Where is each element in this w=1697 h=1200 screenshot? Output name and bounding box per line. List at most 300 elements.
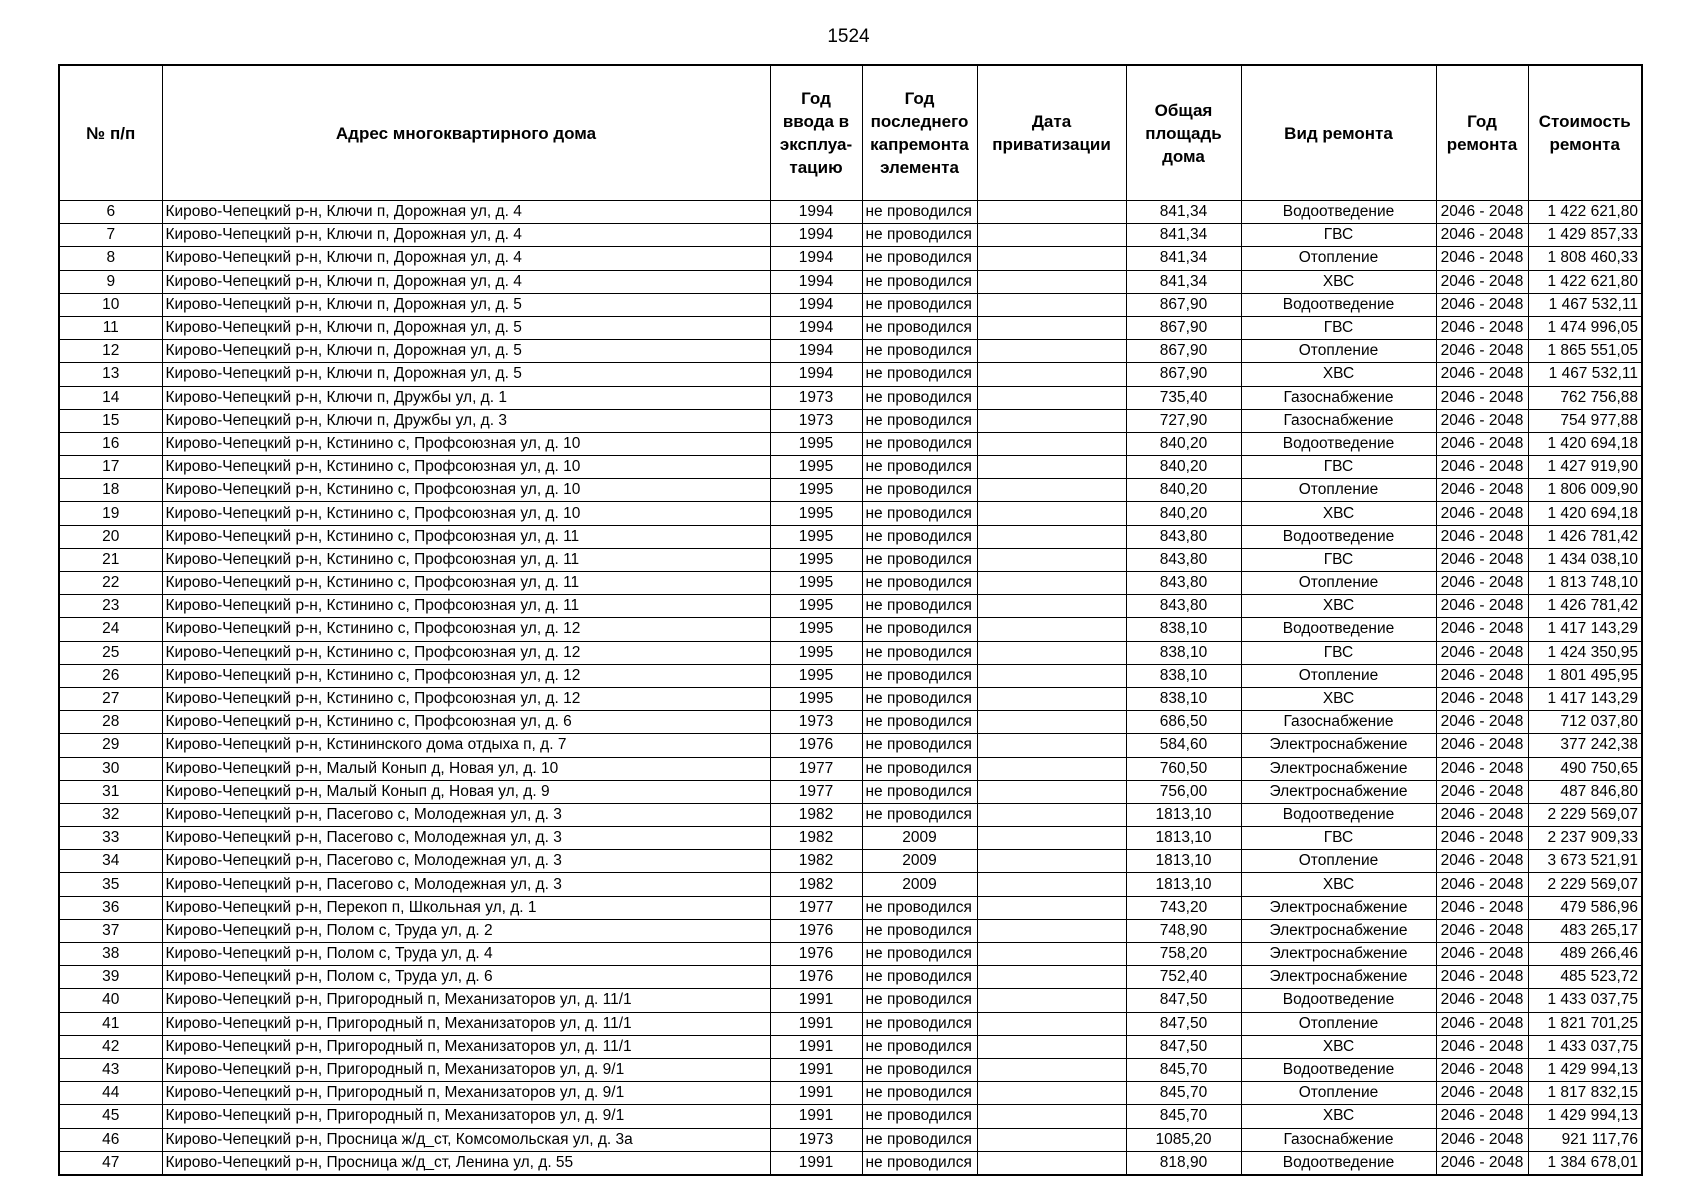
cell-last-repair: не проводился bbox=[862, 316, 977, 339]
cell-privatization bbox=[977, 316, 1126, 339]
cell-year-built: 1991 bbox=[770, 989, 862, 1012]
cell-area: 838,10 bbox=[1126, 687, 1241, 710]
cell-cost: 1 474 996,05 bbox=[1528, 316, 1642, 339]
cell-privatization bbox=[977, 1058, 1126, 1081]
cell-address: Кирово-Чепецкий р-н, Малый Конып д, Новая ул, д. 9 bbox=[162, 780, 770, 803]
cell-repair-type: ХВС bbox=[1241, 595, 1436, 618]
cell-num: 24 bbox=[59, 618, 162, 641]
cell-address: Кирово-Чепецкий р-н, Ключи п, Дорожная ул, д. 4 bbox=[162, 224, 770, 247]
cell-privatization bbox=[977, 479, 1126, 502]
cell-last-repair: не проводился bbox=[862, 989, 977, 1012]
table-row bbox=[59, 340, 1642, 363]
cell-year-built: 1991 bbox=[770, 1151, 862, 1175]
table-row bbox=[59, 548, 1642, 571]
cell-repair-year: 2046 - 2048 bbox=[1436, 850, 1528, 873]
cell-last-repair: не проводился bbox=[862, 409, 977, 432]
cell-area: 867,90 bbox=[1126, 340, 1241, 363]
cell-last-repair: не проводился bbox=[862, 1012, 977, 1035]
header-num: № п/п bbox=[59, 65, 162, 201]
cell-area: 1085,20 bbox=[1126, 1128, 1241, 1151]
cell-last-repair: не проводился bbox=[862, 664, 977, 687]
cell-cost: 483 265,17 bbox=[1528, 919, 1642, 942]
cell-privatization bbox=[977, 711, 1126, 734]
cell-cost: 1 817 832,15 bbox=[1528, 1082, 1642, 1105]
cell-privatization bbox=[977, 919, 1126, 942]
cell-repair-year: 2046 - 2048 bbox=[1436, 780, 1528, 803]
cell-area: 1813,10 bbox=[1126, 850, 1241, 873]
table-row bbox=[59, 293, 1642, 316]
cell-year-built: 1982 bbox=[770, 827, 862, 850]
cell-repair-type: ГВС bbox=[1241, 224, 1436, 247]
cell-year-built: 1994 bbox=[770, 340, 862, 363]
cell-address: Кирово-Чепецкий р-н, Ключи п, Дорожная ул, д. 5 bbox=[162, 340, 770, 363]
cell-repair-year: 2046 - 2048 bbox=[1436, 1128, 1528, 1151]
cell-repair-year: 2046 - 2048 bbox=[1436, 966, 1528, 989]
cell-num: 21 bbox=[59, 548, 162, 571]
cell-cost: 1 813 748,10 bbox=[1528, 572, 1642, 595]
cell-num: 47 bbox=[59, 1151, 162, 1175]
cell-cost: 754 977,88 bbox=[1528, 409, 1642, 432]
cell-year-built: 1995 bbox=[770, 641, 862, 664]
cell-address: Кирово-Чепецкий р-н, Пригородный п, Механизаторов ул, д. 9/1 bbox=[162, 1082, 770, 1105]
cell-repair-type: Отопление bbox=[1241, 572, 1436, 595]
cell-address: Кирово-Чепецкий р-н, Кстинино с, Профсоюзная ул, д. 11 bbox=[162, 572, 770, 595]
table-row bbox=[59, 1082, 1642, 1105]
cell-address: Кирово-Чепецкий р-н, Кстинино с, Профсоюзная ул, д. 10 bbox=[162, 432, 770, 455]
cell-last-repair: не проводился bbox=[862, 386, 977, 409]
cell-year-built: 1994 bbox=[770, 293, 862, 316]
cell-last-repair: не проводился bbox=[862, 270, 977, 293]
cell-year-built: 1994 bbox=[770, 247, 862, 270]
cell-num: 22 bbox=[59, 572, 162, 595]
cell-privatization bbox=[977, 664, 1126, 687]
table-row bbox=[59, 641, 1642, 664]
cell-num: 40 bbox=[59, 989, 162, 1012]
table-row bbox=[59, 479, 1642, 502]
cell-last-repair: 2009 bbox=[862, 873, 977, 896]
cell-repair-year: 2046 - 2048 bbox=[1436, 595, 1528, 618]
cell-year-built: 1995 bbox=[770, 664, 862, 687]
cell-privatization bbox=[977, 247, 1126, 270]
cell-area: 1813,10 bbox=[1126, 873, 1241, 896]
cell-privatization bbox=[977, 595, 1126, 618]
cell-year-built: 1982 bbox=[770, 850, 862, 873]
cell-repair-year: 2046 - 2048 bbox=[1436, 1151, 1528, 1175]
cell-num: 34 bbox=[59, 850, 162, 873]
cell-last-repair: не проводился bbox=[862, 572, 977, 595]
cell-area: 841,34 bbox=[1126, 247, 1241, 270]
cell-area: 838,10 bbox=[1126, 664, 1241, 687]
cell-address: Кирово-Чепецкий р-н, Малый Конып д, Новая ул, д. 10 bbox=[162, 757, 770, 780]
cell-year-built: 1994 bbox=[770, 316, 862, 339]
table-row bbox=[59, 409, 1642, 432]
cell-cost: 2 229 569,07 bbox=[1528, 873, 1642, 896]
cell-repair-type: Отопление bbox=[1241, 850, 1436, 873]
cell-area: 843,80 bbox=[1126, 595, 1241, 618]
cell-repair-type: ГВС bbox=[1241, 548, 1436, 571]
cell-privatization bbox=[977, 572, 1126, 595]
cell-repair-type: Водоотведение bbox=[1241, 525, 1436, 548]
cell-address: Кирово-Чепецкий р-н, Ключи п, Дорожная ул, д. 4 bbox=[162, 201, 770, 224]
cell-privatization bbox=[977, 409, 1126, 432]
cell-repair-year: 2046 - 2048 bbox=[1436, 711, 1528, 734]
cell-address: Кирово-Чепецкий р-н, Ключи п, Дорожная ул, д. 5 bbox=[162, 316, 770, 339]
cell-last-repair: не проводился bbox=[862, 803, 977, 826]
table-row bbox=[59, 316, 1642, 339]
cell-last-repair: не проводился bbox=[862, 247, 977, 270]
cell-address: Кирово-Чепецкий р-н, Ключи п, Дорожная ул, д. 5 bbox=[162, 293, 770, 316]
cell-cost: 1 384 678,01 bbox=[1528, 1151, 1642, 1175]
cell-year-built: 1976 bbox=[770, 943, 862, 966]
cell-cost: 2 237 909,33 bbox=[1528, 827, 1642, 850]
cell-cost: 487 846,80 bbox=[1528, 780, 1642, 803]
table-row bbox=[59, 1035, 1642, 1058]
cell-repair-type: Отопление bbox=[1241, 1082, 1436, 1105]
cell-repair-year: 2046 - 2048 bbox=[1436, 1082, 1528, 1105]
cell-repair-type: ГВС bbox=[1241, 316, 1436, 339]
cell-repair-type: ХВС bbox=[1241, 873, 1436, 896]
cell-repair-year: 2046 - 2048 bbox=[1436, 201, 1528, 224]
cell-num: 32 bbox=[59, 803, 162, 826]
table-row bbox=[59, 525, 1642, 548]
cell-privatization bbox=[977, 850, 1126, 873]
cell-area: 838,10 bbox=[1126, 641, 1241, 664]
cell-num: 41 bbox=[59, 1012, 162, 1035]
cell-repair-year: 2046 - 2048 bbox=[1436, 479, 1528, 502]
cell-address: Кирово-Чепецкий р-н, Ключи п, Дружбы ул, д. 3 bbox=[162, 409, 770, 432]
cell-year-built: 1991 bbox=[770, 1105, 862, 1128]
cell-num: 33 bbox=[59, 827, 162, 850]
cell-cost: 1 426 781,42 bbox=[1528, 595, 1642, 618]
cell-privatization bbox=[977, 201, 1126, 224]
cell-privatization bbox=[977, 340, 1126, 363]
cell-cost: 921 117,76 bbox=[1528, 1128, 1642, 1151]
cell-num: 39 bbox=[59, 966, 162, 989]
header-repair-year: Год ремонта bbox=[1436, 65, 1528, 201]
cell-year-built: 1995 bbox=[770, 572, 862, 595]
cell-address: Кирово-Чепецкий р-н, Пригородный п, Механизаторов ул, д. 9/1 bbox=[162, 1105, 770, 1128]
cell-repair-year: 2046 - 2048 bbox=[1436, 873, 1528, 896]
table-row bbox=[59, 224, 1642, 247]
cell-privatization bbox=[977, 525, 1126, 548]
cell-year-built: 1982 bbox=[770, 873, 862, 896]
cell-area: 727,90 bbox=[1126, 409, 1241, 432]
cell-repair-type: Водоотведение bbox=[1241, 293, 1436, 316]
cell-repair-type: Водоотведение bbox=[1241, 201, 1436, 224]
cell-num: 46 bbox=[59, 1128, 162, 1151]
cell-address: Кирово-Чепецкий р-н, Полом с, Труда ул, д. 2 bbox=[162, 919, 770, 942]
cell-address: Кирово-Чепецкий р-н, Пасегово с, Молодежная ул, д. 3 bbox=[162, 850, 770, 873]
cell-address: Кирово-Чепецкий р-н, Ключи п, Дорожная ул, д. 5 bbox=[162, 363, 770, 386]
cell-area: 843,80 bbox=[1126, 572, 1241, 595]
cell-area: 584,60 bbox=[1126, 734, 1241, 757]
cell-area: 748,90 bbox=[1126, 919, 1241, 942]
cell-privatization bbox=[977, 687, 1126, 710]
cell-year-built: 1994 bbox=[770, 201, 862, 224]
cell-repair-year: 2046 - 2048 bbox=[1436, 989, 1528, 1012]
cell-cost: 479 586,96 bbox=[1528, 896, 1642, 919]
cell-privatization bbox=[977, 734, 1126, 757]
cell-privatization bbox=[977, 1082, 1126, 1105]
cell-repair-type: ХВС bbox=[1241, 687, 1436, 710]
cell-last-repair: не проводился bbox=[862, 456, 977, 479]
cell-cost: 1 426 781,42 bbox=[1528, 525, 1642, 548]
page-number: 1524 bbox=[827, 26, 870, 47]
cell-area: 847,50 bbox=[1126, 989, 1241, 1012]
cell-cost: 1 422 621,80 bbox=[1528, 201, 1642, 224]
cell-repair-year: 2046 - 2048 bbox=[1436, 247, 1528, 270]
cell-last-repair: не проводился bbox=[862, 595, 977, 618]
cell-address: Кирово-Чепецкий р-н, Ключи п, Дорожная ул, д. 4 bbox=[162, 247, 770, 270]
cell-privatization bbox=[977, 270, 1126, 293]
cell-num: 38 bbox=[59, 943, 162, 966]
cell-year-built: 1973 bbox=[770, 386, 862, 409]
cell-cost: 1 429 857,33 bbox=[1528, 224, 1642, 247]
cell-address: Кирово-Чепецкий р-н, Пасегово с, Молодежная ул, д. 3 bbox=[162, 827, 770, 850]
cell-num: 37 bbox=[59, 919, 162, 942]
cell-address: Кирово-Чепецкий р-н, Кстининского дома отдыха п, д. 7 bbox=[162, 734, 770, 757]
cell-last-repair: не проводился bbox=[862, 896, 977, 919]
table-row bbox=[59, 247, 1642, 270]
cell-repair-year: 2046 - 2048 bbox=[1436, 896, 1528, 919]
cell-last-repair: не проводился bbox=[862, 966, 977, 989]
cell-address: Кирово-Чепецкий р-н, Кстинино с, Профсоюзная ул, д. 10 bbox=[162, 502, 770, 525]
cell-num: 15 bbox=[59, 409, 162, 432]
table-row bbox=[59, 919, 1642, 942]
table-row bbox=[59, 873, 1642, 896]
cell-area: 686,50 bbox=[1126, 711, 1241, 734]
cell-last-repair: не проводился bbox=[862, 919, 977, 942]
table-row bbox=[59, 896, 1642, 919]
cell-privatization bbox=[977, 548, 1126, 571]
cell-num: 27 bbox=[59, 687, 162, 710]
cell-address: Кирово-Чепецкий р-н, Кстинино с, Профсоюзная ул, д. 12 bbox=[162, 687, 770, 710]
cell-area: 847,50 bbox=[1126, 1012, 1241, 1035]
cell-repair-type: Электроснабжение bbox=[1241, 966, 1436, 989]
cell-privatization bbox=[977, 943, 1126, 966]
cell-num: 29 bbox=[59, 734, 162, 757]
cell-cost: 1 821 701,25 bbox=[1528, 1012, 1642, 1035]
cell-cost: 1 420 694,18 bbox=[1528, 432, 1642, 455]
table-row bbox=[59, 780, 1642, 803]
cell-repair-type: Водоотведение bbox=[1241, 989, 1436, 1012]
table-row bbox=[59, 1058, 1642, 1081]
cell-repair-type: Водоотведение bbox=[1241, 432, 1436, 455]
cell-last-repair: не проводился bbox=[862, 525, 977, 548]
cell-year-built: 1991 bbox=[770, 1035, 862, 1058]
cell-repair-year: 2046 - 2048 bbox=[1436, 572, 1528, 595]
cell-privatization bbox=[977, 224, 1126, 247]
cell-area: 840,20 bbox=[1126, 479, 1241, 502]
cell-cost: 1 429 994,13 bbox=[1528, 1105, 1642, 1128]
cell-area: 838,10 bbox=[1126, 618, 1241, 641]
cell-year-built: 1973 bbox=[770, 711, 862, 734]
cell-repair-type: ХВС bbox=[1241, 363, 1436, 386]
cell-address: Кирово-Чепецкий р-н, Пригородный п, Механизаторов ул, д. 11/1 bbox=[162, 989, 770, 1012]
cell-cost: 1 865 551,05 bbox=[1528, 340, 1642, 363]
cell-last-repair: не проводился bbox=[862, 734, 977, 757]
cell-num: 7 bbox=[59, 224, 162, 247]
cell-address: Кирово-Чепецкий р-н, Полом с, Труда ул, д. 4 bbox=[162, 943, 770, 966]
cell-repair-type: Водоотведение bbox=[1241, 803, 1436, 826]
cell-repair-year: 2046 - 2048 bbox=[1436, 502, 1528, 525]
cell-area: 867,90 bbox=[1126, 363, 1241, 386]
cell-repair-type: ХВС bbox=[1241, 1035, 1436, 1058]
cell-num: 26 bbox=[59, 664, 162, 687]
cell-area: 760,50 bbox=[1126, 757, 1241, 780]
cell-repair-year: 2046 - 2048 bbox=[1436, 548, 1528, 571]
cell-privatization bbox=[977, 989, 1126, 1012]
cell-privatization bbox=[977, 293, 1126, 316]
cell-cost: 3 673 521,91 bbox=[1528, 850, 1642, 873]
cell-address: Кирово-Чепецкий р-н, Ключи п, Дружбы ул, д. 1 bbox=[162, 386, 770, 409]
cell-last-repair: не проводился bbox=[862, 687, 977, 710]
table-row bbox=[59, 827, 1642, 850]
cell-num: 19 bbox=[59, 502, 162, 525]
cell-num: 44 bbox=[59, 1082, 162, 1105]
cell-num: 14 bbox=[59, 386, 162, 409]
cell-year-built: 1991 bbox=[770, 1012, 862, 1035]
cell-repair-type: Электроснабжение bbox=[1241, 919, 1436, 942]
cell-cost: 1 424 350,95 bbox=[1528, 641, 1642, 664]
cell-address: Кирово-Чепецкий р-н, Просница ж/д_ст, Ленина ул, д. 55 bbox=[162, 1151, 770, 1175]
table-row bbox=[59, 572, 1642, 595]
cell-year-built: 1995 bbox=[770, 479, 862, 502]
cell-year-built: 1995 bbox=[770, 502, 862, 525]
cell-repair-type: Электроснабжение bbox=[1241, 757, 1436, 780]
cell-repair-year: 2046 - 2048 bbox=[1436, 270, 1528, 293]
cell-cost: 1 467 532,11 bbox=[1528, 293, 1642, 316]
cell-area: 845,70 bbox=[1126, 1105, 1241, 1128]
cell-repair-year: 2046 - 2048 bbox=[1436, 1105, 1528, 1128]
cell-area: 818,90 bbox=[1126, 1151, 1241, 1175]
cell-num: 42 bbox=[59, 1035, 162, 1058]
cell-num: 36 bbox=[59, 896, 162, 919]
cell-last-repair: не проводился bbox=[862, 340, 977, 363]
cell-last-repair: не проводился bbox=[862, 711, 977, 734]
cell-address: Кирово-Чепецкий р-н, Ключи п, Дорожная ул, д. 4 bbox=[162, 270, 770, 293]
cell-year-built: 1995 bbox=[770, 618, 862, 641]
cell-cost: 1 434 038,10 bbox=[1528, 548, 1642, 571]
header-last-repair: Год последнего капремонта элемента bbox=[862, 65, 977, 201]
cell-repair-type: Электроснабжение bbox=[1241, 896, 1436, 919]
cell-repair-year: 2046 - 2048 bbox=[1436, 641, 1528, 664]
table-row bbox=[59, 664, 1642, 687]
table-row bbox=[59, 432, 1642, 455]
cell-area: 841,34 bbox=[1126, 201, 1241, 224]
cell-num: 10 bbox=[59, 293, 162, 316]
cell-year-built: 1995 bbox=[770, 687, 862, 710]
cell-privatization bbox=[977, 1035, 1126, 1058]
cell-last-repair: не проводился bbox=[862, 618, 977, 641]
header-privatization: Дата приватизации bbox=[977, 65, 1126, 201]
cell-cost: 762 756,88 bbox=[1528, 386, 1642, 409]
cell-cost: 1 433 037,75 bbox=[1528, 1035, 1642, 1058]
cell-num: 16 bbox=[59, 432, 162, 455]
cell-repair-type: Отопление bbox=[1241, 340, 1436, 363]
cell-repair-year: 2046 - 2048 bbox=[1436, 316, 1528, 339]
cell-privatization bbox=[977, 456, 1126, 479]
cell-repair-year: 2046 - 2048 bbox=[1436, 664, 1528, 687]
cell-repair-year: 2046 - 2048 bbox=[1436, 734, 1528, 757]
cell-repair-type: ГВС bbox=[1241, 456, 1436, 479]
cell-last-repair: 2009 bbox=[862, 827, 977, 850]
cell-address: Кирово-Чепецкий р-н, Кстинино с, Профсоюзная ул, д. 11 bbox=[162, 595, 770, 618]
cell-cost: 377 242,38 bbox=[1528, 734, 1642, 757]
cell-privatization bbox=[977, 432, 1126, 455]
cell-area: 735,40 bbox=[1126, 386, 1241, 409]
cell-address: Кирово-Чепецкий р-н, Пригородный п, Механизаторов ул, д. 11/1 bbox=[162, 1012, 770, 1035]
cell-repair-type: ХВС bbox=[1241, 270, 1436, 293]
cell-year-built: 1976 bbox=[770, 734, 862, 757]
cell-address: Кирово-Чепецкий р-н, Полом с, Труда ул, д. 6 bbox=[162, 966, 770, 989]
cell-last-repair: не проводился bbox=[862, 641, 977, 664]
cell-year-built: 1991 bbox=[770, 1058, 862, 1081]
cell-address: Кирово-Чепецкий р-н, Пасегово с, Молодежная ул, д. 3 bbox=[162, 803, 770, 826]
cell-area: 840,20 bbox=[1126, 502, 1241, 525]
table-row bbox=[59, 711, 1642, 734]
cell-repair-type: Водоотведение bbox=[1241, 618, 1436, 641]
header-cost: Стоимость ремонта bbox=[1528, 65, 1642, 201]
table-row bbox=[59, 363, 1642, 386]
cell-repair-year: 2046 - 2048 bbox=[1436, 432, 1528, 455]
table-row bbox=[59, 618, 1642, 641]
cell-address: Кирово-Чепецкий р-н, Кстинино с, Профсоюзная ул, д. 10 bbox=[162, 456, 770, 479]
cell-num: 43 bbox=[59, 1058, 162, 1081]
table-row bbox=[59, 966, 1642, 989]
cell-cost: 1 808 460,33 bbox=[1528, 247, 1642, 270]
cell-address: Кирово-Чепецкий р-н, Кстинино с, Профсоюзная ул, д. 12 bbox=[162, 641, 770, 664]
cell-cost: 1 801 495,95 bbox=[1528, 664, 1642, 687]
cell-privatization bbox=[977, 827, 1126, 850]
cell-last-repair: не проводился bbox=[862, 479, 977, 502]
cell-year-built: 1977 bbox=[770, 780, 862, 803]
cell-num: 11 bbox=[59, 316, 162, 339]
table-header bbox=[59, 65, 1642, 201]
cell-repair-type: ХВС bbox=[1241, 1105, 1436, 1128]
cell-cost: 490 750,65 bbox=[1528, 757, 1642, 780]
cell-last-repair: не проводился bbox=[862, 1082, 977, 1105]
cell-num: 25 bbox=[59, 641, 162, 664]
cell-repair-year: 2046 - 2048 bbox=[1436, 943, 1528, 966]
table-row bbox=[59, 803, 1642, 826]
header-year-built: Год ввода в эксплуа-тацию bbox=[770, 65, 862, 201]
cell-cost: 1 417 143,29 bbox=[1528, 687, 1642, 710]
table-row bbox=[59, 1012, 1642, 1035]
cell-num: 8 bbox=[59, 247, 162, 270]
cell-last-repair: не проводился bbox=[862, 293, 977, 316]
cell-area: 758,20 bbox=[1126, 943, 1241, 966]
cell-num: 45 bbox=[59, 1105, 162, 1128]
cell-repair-year: 2046 - 2048 bbox=[1436, 1058, 1528, 1081]
cell-address: Кирово-Чепецкий р-н, Пригородный п, Механизаторов ул, д. 9/1 bbox=[162, 1058, 770, 1081]
cell-last-repair: не проводился bbox=[862, 943, 977, 966]
cell-repair-year: 2046 - 2048 bbox=[1436, 293, 1528, 316]
cell-area: 843,80 bbox=[1126, 548, 1241, 571]
cell-repair-type: Водоотведение bbox=[1241, 1151, 1436, 1175]
cell-repair-year: 2046 - 2048 bbox=[1436, 827, 1528, 850]
cell-privatization bbox=[977, 1128, 1126, 1151]
cell-repair-type: Электроснабжение bbox=[1241, 780, 1436, 803]
cell-repair-year: 2046 - 2048 bbox=[1436, 340, 1528, 363]
cell-year-built: 1982 bbox=[770, 803, 862, 826]
cell-privatization bbox=[977, 896, 1126, 919]
cell-last-repair: не проводился bbox=[862, 1151, 977, 1175]
cell-address: Кирово-Чепецкий р-н, Пасегово с, Молодежная ул, д. 3 bbox=[162, 873, 770, 896]
cell-repair-year: 2046 - 2048 bbox=[1436, 363, 1528, 386]
cell-year-built: 1977 bbox=[770, 757, 862, 780]
cell-last-repair: не проводился bbox=[862, 1035, 977, 1058]
